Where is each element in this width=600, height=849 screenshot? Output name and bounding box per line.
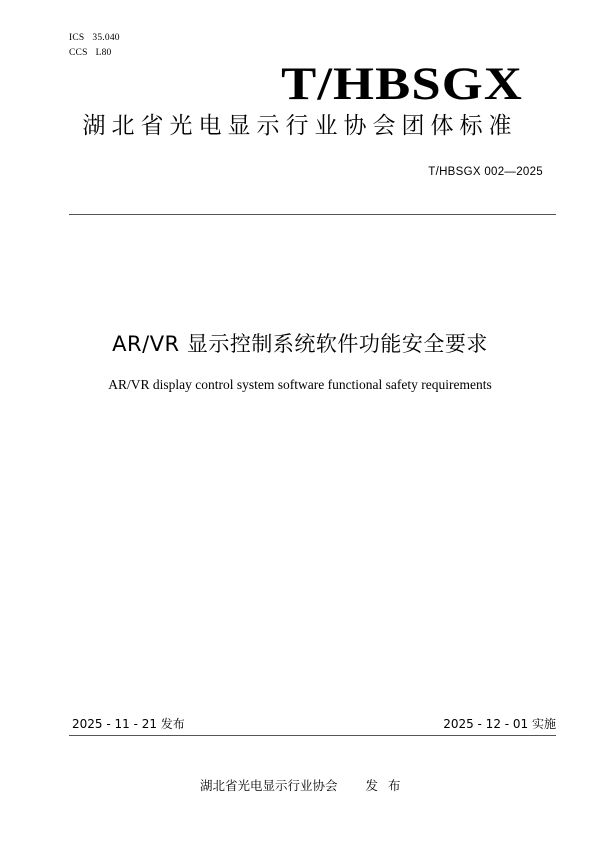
implementation-date: 2025 - 12 - 01 实施 (443, 717, 556, 731)
publisher-name: 湖北省光电显示行业协会 (200, 778, 338, 793)
document-title-en: AR/VR display control system software functional safety requirements (108, 377, 492, 392)
publisher-line (200, 776, 411, 794)
document-title-zh: AR/VR 显示控制系统软件功能安全要求 (112, 332, 488, 356)
issue-date: 2025 - 11 - 21 发布 (72, 717, 185, 731)
standard-logo: T/HBSGX (281, 58, 523, 110)
top-divider (69, 214, 556, 215)
standard-number: T/HBSGX 002—2025 (428, 166, 543, 178)
ccs-code: L80 (95, 48, 112, 58)
organization-title: 湖北省光电显示行业协会团体标准 (82, 113, 518, 139)
ics-classification (69, 33, 120, 43)
ics-code: 35.040 (92, 33, 120, 43)
bottom-divider (69, 735, 556, 736)
publisher-action: 发布 (365, 778, 411, 793)
ccs-label: CCS (69, 48, 88, 58)
ccs-classification (69, 48, 111, 58)
ics-label: ICS (69, 33, 85, 43)
